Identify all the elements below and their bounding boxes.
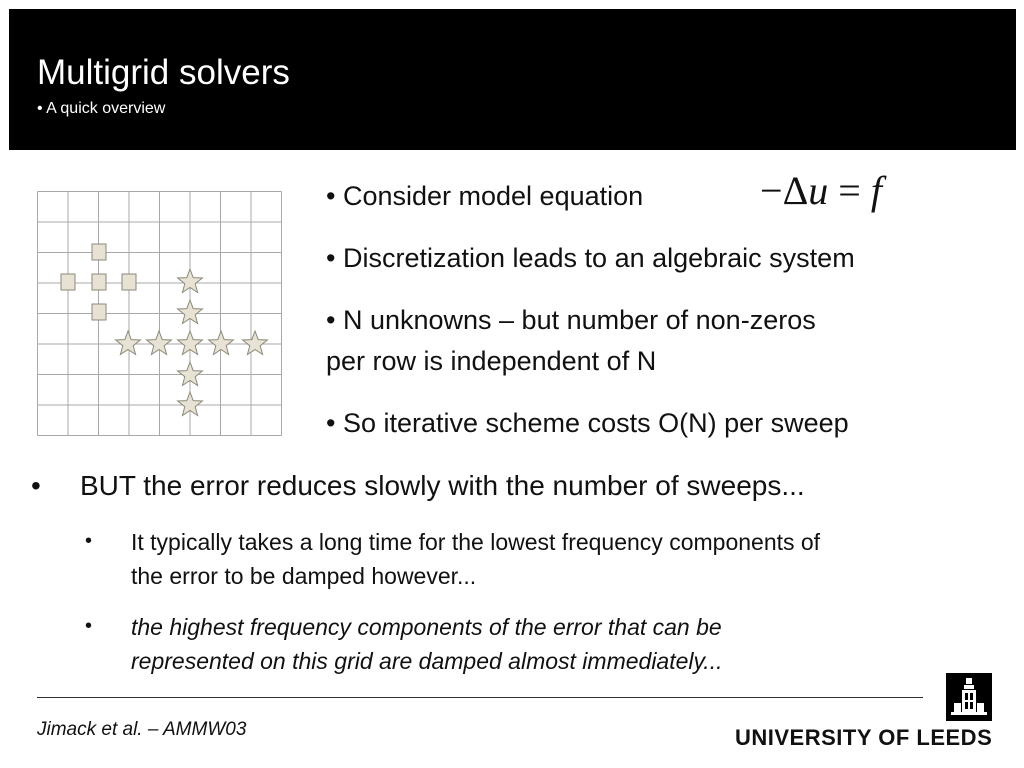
bullet-model-equation: • Consider model equation [326,181,644,211]
star-icon [243,331,268,355]
grid-stencil-figure [37,191,293,441]
bullet-discretization: • Discretization leads to an algebraic system [326,243,855,273]
equation-delta: Δ [782,168,809,213]
star-icon [116,331,141,355]
title-bar [9,9,1016,150]
square-marker-icon [122,274,136,290]
stencil-markers [61,244,267,416]
footer-citation: Jimack et al. – AMMW03 [37,719,247,740]
bullet-n-unknowns-cont: per row is independent of N [326,346,657,376]
footer-divider [37,697,923,698]
page-title: Multigrid solvers [37,53,290,92]
sub-bullet-1-line1: It typically takes a long time for the lowest frequency components of [131,529,821,555]
bullet-iterative-cost: • So iterative scheme costs O(N) per sweep [326,408,849,438]
equation-equals: = [828,168,871,213]
page-subtitle: • A quick overview [37,100,166,117]
main-bullet-text: BUT the error reduces slowly with the number of sweeps... [80,470,805,501]
model-equation [760,167,882,214]
sub-bullet-2-line1: the highest frequency components of the error that can be [131,614,722,640]
sub-bullet-1-line2: the error to be damped however... [131,563,477,589]
bullet-n-unknowns: • N unknowns – but number of non-zeros [326,305,816,335]
equation-f: f [870,168,882,213]
square-marker-icon [92,304,106,320]
sub-bullet-dot: • [85,615,93,637]
square-marker-icon [61,274,75,290]
sub-bullet-2-line2: represented on this grid are damped almost immediately... [131,648,723,674]
university-logo-text: UNIVERSITY OF LEEDS [735,725,993,750]
equation-minus: − [760,168,783,213]
main-bullet-dot: • [31,470,41,501]
square-marker-icon [92,244,106,260]
sub-bullet-dot: • [85,530,93,552]
tower-logo-icon [946,673,992,721]
square-marker-icon [92,274,106,290]
grid-lines [38,192,282,436]
equation-u: u [808,168,829,213]
